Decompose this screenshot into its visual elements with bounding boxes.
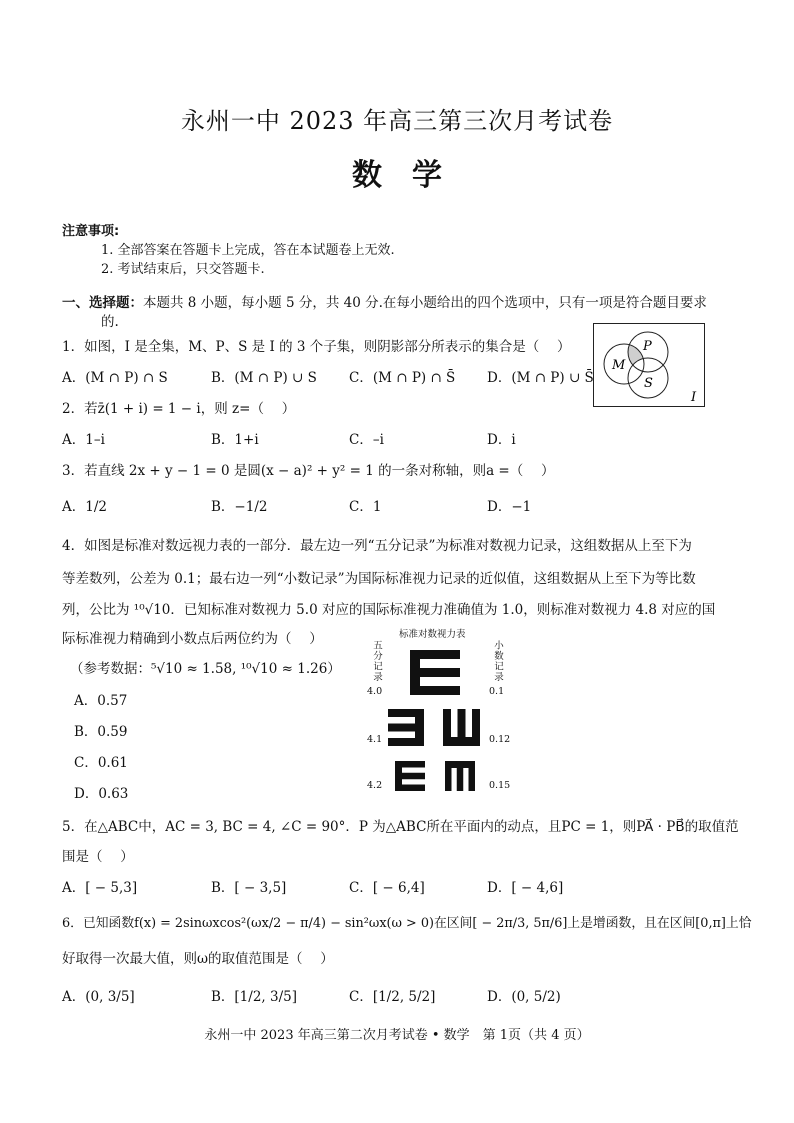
vision-chart-left-header: 五分记录: [371, 640, 382, 682]
vision-row-2-left: 4.1: [367, 734, 383, 745]
q1-option-d: D．(M ∩ P) ∪ S̄: [487, 370, 594, 386]
q3-option-a: A．1/2: [62, 499, 107, 515]
q5-stem-line-2: 围是（ ）: [62, 849, 134, 865]
tumbling-e-right-small: [395, 761, 425, 791]
q4-option-b: B．0.59: [74, 724, 128, 740]
q4-option-d: D．0.63: [74, 786, 129, 802]
tumbling-e-down: [445, 761, 475, 791]
vision-row-3-left: 4.2: [367, 780, 383, 791]
q2-option-c: C．–i: [349, 432, 384, 448]
venn-diagram: [593, 323, 705, 407]
vision-row-1-left: 4.0: [367, 686, 383, 697]
q2-option-b: B．1+i: [211, 432, 259, 448]
q3-stem: 3．若直线 2x + y − 1 = 0 是圆(x − a)² + y² = 1 的一条对称轴，则a =（ ）: [62, 463, 555, 479]
q6-stem-line-2: 好取得一次最大值，则ω的取值范围是（ ）: [62, 951, 334, 967]
q1-option-b: B．(M ∩ P) ∪ S: [211, 370, 317, 386]
notice-item-1: 1. 全部答案在答题卡上完成，答在本试题卷上无效.: [101, 243, 395, 258]
section1-intro-line: [62, 294, 707, 312]
section1-heading: 一、选择题：: [62, 295, 143, 311]
vision-row-3-right: 0.15: [489, 780, 511, 791]
tumbling-e-left: [388, 709, 424, 746]
section1-intro-cont: 的.: [101, 314, 119, 330]
tumbling-e-large: [410, 650, 460, 695]
q6-stem-line-1: 6．已知函数f(x) = 2sinωxcos²(ωx/2 − π/4) − sin²ωx(ω > 0)在区间[ − 2π/3, 5π/6]上是增函数，且在区间[0,π]上恰: [62, 916, 752, 931]
q1-option-c: C．(M ∩ P) ∩ S̄: [349, 370, 456, 386]
vision-chart-symbols: [385, 645, 485, 800]
q6-option-b: B．[1/2, 3/5]: [211, 989, 297, 1005]
q5-stem-line-1: 5．在△ABC中，AC = 3, BC = 4, ∠C = 90°．P 为△ABC所在平面内的动点，且PC = 1，则PA⃗ · PB⃗的取值范: [62, 819, 739, 835]
q4-option-c: C．0.61: [74, 755, 128, 771]
q5-option-a: A．[ − 5,3]: [62, 880, 138, 896]
vision-row-1-right: 0.1: [489, 686, 505, 697]
q4-stem-line-1: 4．如图是标准对数远视力表的一部分．最左边一列“五分记录”为标准对数视力记录，这组数据从上至下为: [62, 538, 692, 554]
vision-row-2-right: 0.12: [489, 734, 511, 745]
exam-title: 永州一中 2023 年高三第三次月考试卷: [180, 107, 614, 135]
venn-label-s: S: [644, 376, 653, 391]
venn-label-p: P: [643, 339, 652, 354]
venn-label-i: I: [691, 390, 697, 405]
q2-option-a: A．1–i: [62, 432, 105, 448]
q4-reference: （参考数据：⁵√10 ≈ 1.58, ¹⁰√10 ≈ 1.26）: [70, 661, 341, 677]
q3-option-d: D．−1: [487, 499, 532, 515]
venn-label-m: M: [612, 358, 626, 373]
notice-heading: 注意事项:: [62, 224, 120, 239]
q4-stem-line-4: 际标准视力精确到小数点后两位约为（ ）: [62, 631, 323, 647]
notice-item-2: 2. 考试结束后，只交答题卡.: [101, 262, 265, 277]
vision-chart-right-header: 小数记录: [492, 640, 503, 682]
q6-option-d: D．(0, 5/2): [487, 989, 561, 1005]
q1-stem: 1．如图，I 是全集，M、P、S 是 I 的 3 个子集，则阴影部分所表示的集合是（ ）: [62, 339, 571, 355]
q3-option-c: C．1: [349, 499, 382, 515]
venn-svg: [594, 324, 704, 406]
q4-stem-line-2: 等差数列，公差为 0.1；最右边一列“小数记录”为国际标准视力记录的近似值，这组数据从上至下为等比数: [62, 571, 696, 587]
q6-option-c: C．[1/2, 5/2]: [349, 989, 436, 1005]
q5-option-b: B．[ − 3,5]: [211, 880, 287, 896]
q4-option-a: A．0.57: [74, 693, 128, 709]
section1-intro: 本题共 8 小题，每小题 5 分，共 40 分.在每小题给出的四个选项中，只有一项是符合题目要求: [143, 295, 707, 311]
q3-option-b: B．−1/2: [211, 499, 268, 515]
q5-option-d: D．[ − 4,6]: [487, 880, 564, 896]
page-footer: 永州一中 2023 年高三第二次月考试卷 • 数学 第 1页（共 4 页）: [204, 1028, 590, 1043]
q2-option-d: D．i: [487, 432, 516, 448]
vision-chart-title: 标准对数视力表: [399, 629, 466, 640]
q5-option-c: C．[ − 6,4]: [349, 880, 425, 896]
q4-stem-line-3: 列，公比为 ¹⁰√10．已知标准对数视力 5.0 对应的国际标准视力准确值为 1.0，则标准对数视力 4.8 对应的国: [62, 602, 716, 618]
q6-option-a: A．(0, 3/5]: [62, 989, 135, 1005]
tumbling-e-up: [443, 709, 480, 746]
subject-title: 数学: [352, 158, 472, 193]
q1-option-a: A．(M ∩ P) ∩ S: [62, 370, 168, 386]
q2-stem: 2．若z̄(1 + i) = 1 − i，则 z=（ ）: [62, 401, 296, 417]
